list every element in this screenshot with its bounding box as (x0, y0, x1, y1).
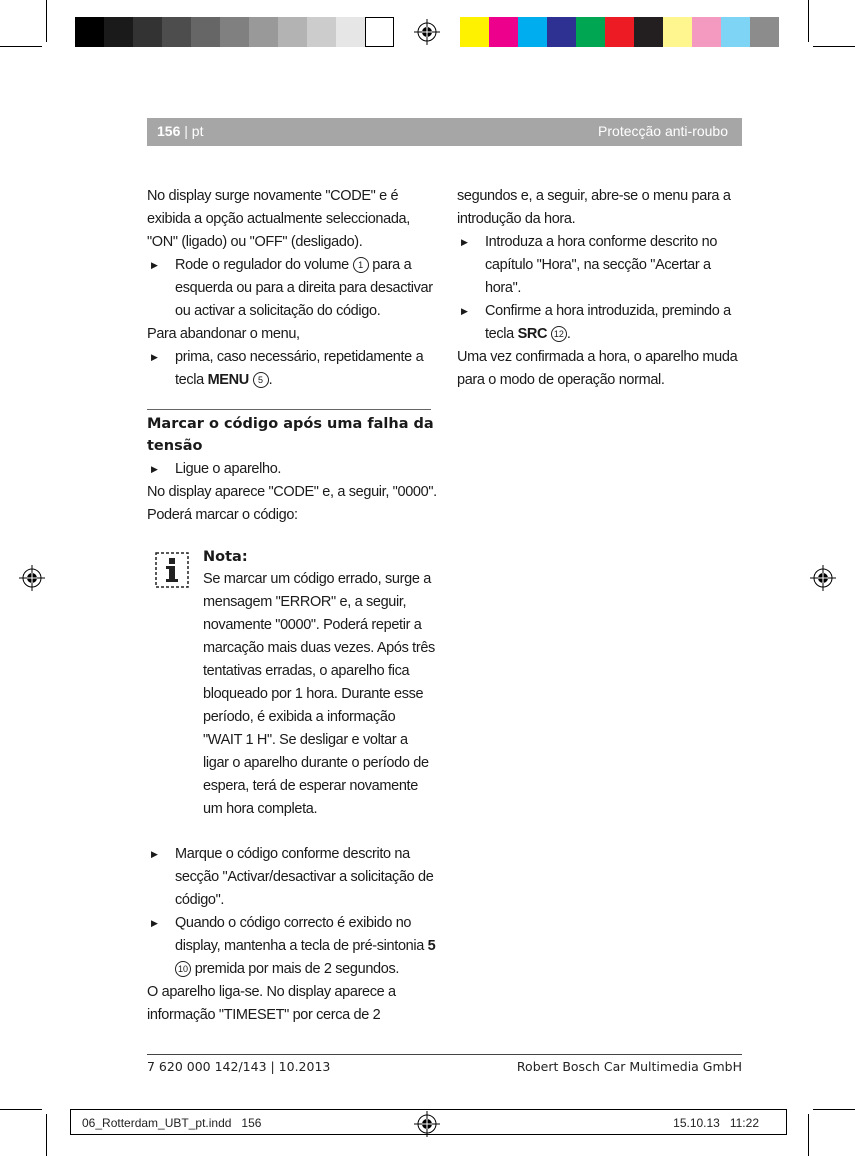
bullet-item (147, 254, 435, 323)
left-column-section (147, 413, 437, 527)
paragraph: No display aparece "CODE" e, a seguir, "0000". Poderá marcar o código: (147, 484, 437, 523)
bullet-item (147, 346, 435, 392)
bullet-text: premida por mais de 2 segundos. (194, 961, 400, 977)
right-column (457, 185, 747, 392)
key-name: 5 (427, 938, 436, 954)
color-swatch (663, 17, 692, 47)
callout-number: 5 (253, 372, 269, 388)
left-column (147, 185, 435, 392)
bullet-item (457, 300, 747, 346)
color-swatch (576, 17, 605, 47)
callout-number: 10 (175, 961, 191, 977)
gray-swatch (162, 17, 191, 47)
footer-company: Robert Bosch Car Multimedia GmbH (516, 1059, 742, 1074)
paragraph: segundos e, a seguir, abre-se o menu para a introdução da hora. (457, 188, 731, 227)
bullet-text: Rode o regulador do volume (175, 257, 349, 273)
registration-mark-icon (810, 565, 836, 591)
bullet-text: Marque o código conforme descrito na secção "Activar/desactivar a solicitação de código". (175, 846, 434, 908)
header-page-number-group (157, 123, 203, 139)
gray-swatch (220, 17, 249, 47)
paragraph: O aparelho liga-se. No display aparece a informação "TIMESET" por cerca de 2 (147, 984, 396, 1023)
bullet-text: . (566, 326, 571, 342)
page-language: | pt (184, 123, 204, 139)
bullet-item (147, 912, 437, 981)
color-swatch (460, 17, 489, 47)
slug-datetime: 15.10.13 11:22 (673, 1116, 759, 1130)
paragraph: No display surge novamente "CODE" e é exibida a opção actualmente seleccionada, "ON" (ligado) ou "OFF" (desligado). (147, 188, 410, 250)
color-swatch (692, 17, 721, 47)
callout-number: 1 (353, 257, 369, 273)
bullet-text: Introduza a hora conforme descrito no capítulo "Hora", na secção "Acertar a hora". (485, 234, 718, 296)
color-swatch (489, 17, 518, 47)
color-swatch (605, 17, 634, 47)
slug-file-name: 06_Rotterdam_UBT_pt.indd 156 (82, 1116, 262, 1130)
gray-swatch (133, 17, 162, 47)
bullet-arrow-icon: ▶ (151, 464, 158, 474)
key-name: MENU (207, 372, 249, 388)
bullet-text: Quando o código correcto é exibido no display, mantenha a tecla de pré-sintonia (175, 915, 424, 954)
gray-swatch (104, 17, 133, 47)
info-icon (155, 552, 189, 588)
key-name: SRC (517, 326, 548, 342)
color-swatch (518, 17, 547, 47)
bullet-text: Confirme a hora introduzida, premindo a tecla (485, 303, 731, 342)
note-box (203, 546, 435, 821)
paragraph: Para abandonar o menu, (147, 326, 300, 342)
bullet-arrow-icon: ▶ (151, 352, 158, 362)
callout-number: 12 (551, 326, 567, 342)
bullet-arrow-icon: ▶ (151, 918, 158, 928)
bullet-item (147, 843, 437, 912)
gray-swatch (278, 17, 307, 47)
paragraph: Uma vez confirmada a hora, o aparelho muda para o modo de operação normal. (457, 349, 738, 388)
page-header-bar (147, 118, 742, 146)
bullet-text: . (268, 372, 273, 388)
bullet-arrow-icon: ▶ (151, 260, 158, 270)
gray-swatch (307, 17, 336, 47)
bullet-text: Ligue o aparelho. (175, 461, 282, 477)
gray-swatch (191, 17, 220, 47)
section-heading: Marcar o código após uma falha da tensão (147, 416, 434, 454)
section-divider (147, 409, 431, 410)
left-column-steps (147, 843, 437, 1027)
section-title: Protecção anti-roubo (598, 123, 728, 139)
color-swatch (634, 17, 663, 47)
bullet-arrow-icon: ▶ (461, 306, 468, 316)
bullet-item (457, 231, 747, 300)
color-swatch (750, 17, 779, 47)
registration-mark-icon (19, 565, 45, 591)
note-title: Nota: (203, 549, 248, 565)
bullet-text: para a esquerda ou para a direita para desactivar ou activar a solicitação do código. (175, 257, 433, 319)
gray-swatch (336, 17, 365, 47)
bullet-item (147, 458, 437, 481)
gray-swatch (365, 17, 394, 47)
gray-swatch (249, 17, 278, 47)
footer-divider (147, 1054, 742, 1055)
bullet-text: prima, caso necessário, repetidamente a tecla (175, 349, 424, 388)
color-swatch (721, 17, 750, 47)
footer-doc-number: 7 620 000 142/143 | 10.2013 (147, 1059, 331, 1074)
note-text: Se marcar um código errado, surge a mensagem "ERROR" e, a seguir, novamente "0000". Poderá repetir a marcação mais duas vezes. Após três tentativas erradas, o aparelho fica bloqueado por 1 hora. Durante esse período, é exibida a informação "WAIT 1 H". Se desligar e voltar a ligar o aparelho durante o período de espera, terá de esperar novamente um hora completa. (203, 571, 435, 817)
registration-mark-icon (414, 19, 440, 45)
gray-swatch (75, 17, 104, 47)
bullet-arrow-icon: ▶ (151, 849, 158, 859)
color-swatch (547, 17, 576, 47)
bullet-arrow-icon: ▶ (461, 237, 468, 247)
page-number: 156 (157, 123, 181, 139)
